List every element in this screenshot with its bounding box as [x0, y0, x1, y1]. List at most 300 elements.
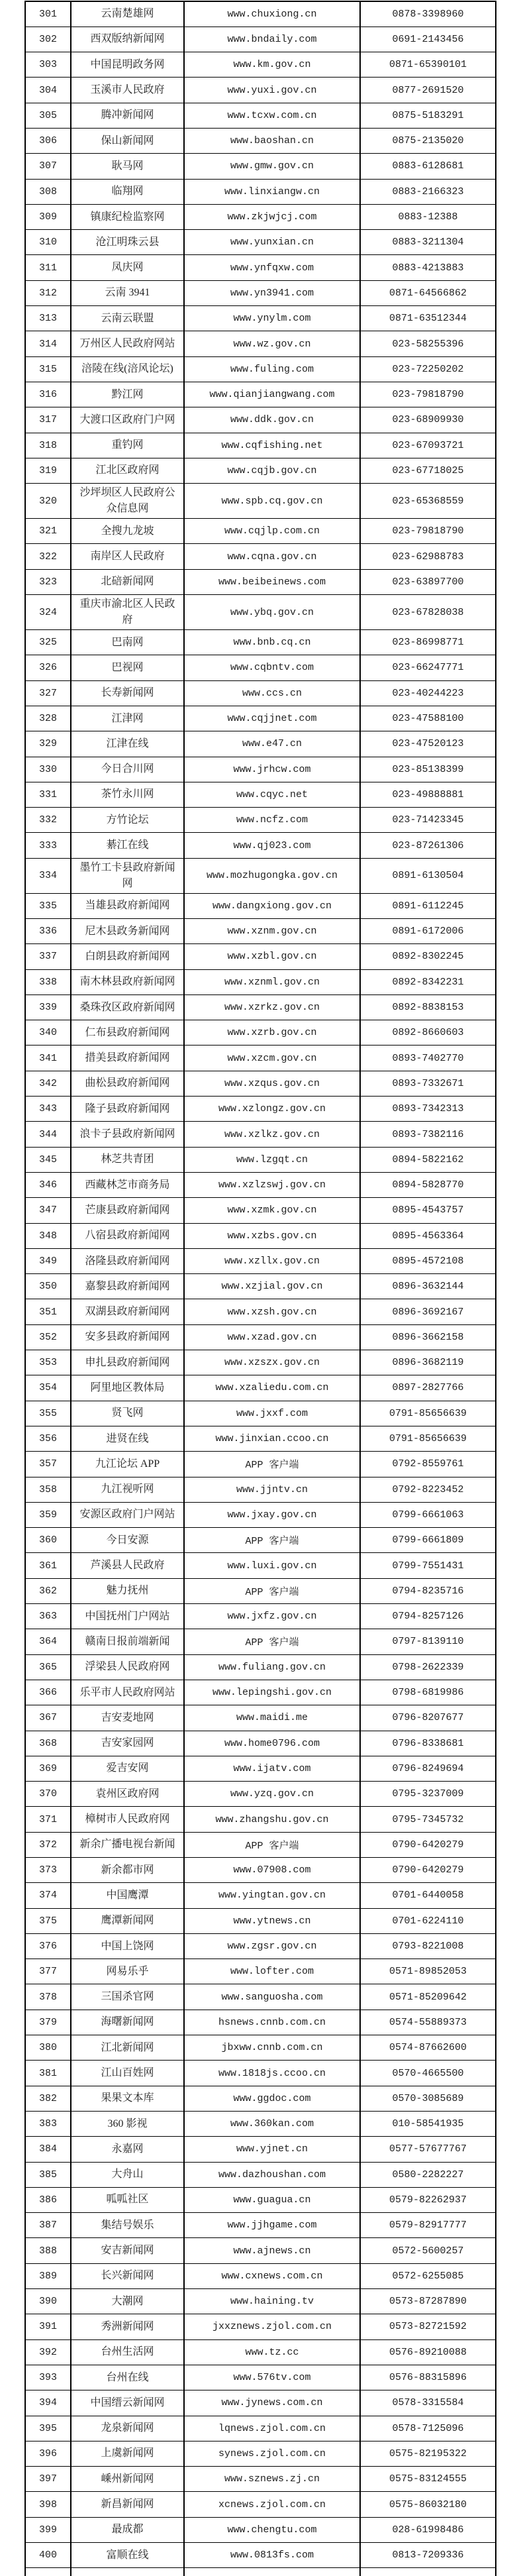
site-url-cell: www.fuling.com — [184, 356, 360, 382]
site-name-cell: 江津在线 — [71, 731, 184, 757]
row-index-cell: 310 — [25, 230, 71, 255]
phone-cell: 0575-82195322 — [360, 2441, 496, 2466]
table-row — [25, 544, 496, 569]
site-url-cell: www.maidi.me — [184, 1705, 360, 1731]
table-row — [25, 1654, 496, 1680]
site-url-cell: www.yingtan.gov.cn — [184, 1883, 360, 1908]
site-name-cell: 呱呱社区 — [71, 2187, 184, 2212]
phone-cell: 0579-82262937 — [360, 2187, 496, 2212]
site-url-cell: www.0813fs.com — [184, 2543, 360, 2568]
phone-cell: 0573-87287890 — [360, 2289, 496, 2314]
table-row — [25, 1274, 496, 1299]
table-row — [25, 1223, 496, 1248]
row-index-cell: 368 — [25, 1731, 71, 1756]
phone-cell: 023-85138399 — [360, 757, 496, 782]
site-name-cell: 龙泉新闻网 — [71, 2416, 184, 2441]
site-name-cell: 中国鹰潭 — [71, 1883, 184, 1908]
table-row — [25, 2543, 496, 2568]
site-url-cell: www.chengtu.com — [184, 2517, 360, 2542]
phone-cell: 023-58255396 — [360, 331, 496, 356]
site-url-cell: www.xzbl.gov.cn — [184, 944, 360, 969]
phone-cell: 023-62988783 — [360, 544, 496, 569]
table-row — [25, 1046, 496, 1071]
site-url-cell: www.gmw.gov.cn — [184, 154, 360, 179]
site-name-cell: 巴南网 — [71, 630, 184, 655]
table-row — [25, 1147, 496, 1172]
site-url-cell: www.yn3941.com — [184, 280, 360, 305]
site-url-cell: www.xzrb.gov.cn — [184, 1020, 360, 1046]
site-url-cell: APP 客户端 — [184, 1832, 360, 1857]
table-row — [25, 230, 496, 255]
site-url-cell: www.yjnet.cn — [184, 2137, 360, 2162]
site-name-cell: 长兴新闻网 — [71, 2263, 184, 2288]
table-row — [25, 2517, 496, 2542]
row-index-cell: 391 — [25, 2314, 71, 2339]
site-name-cell: 北碚新闻网 — [71, 569, 184, 594]
site-url-cell: www.xzllx.gov.cn — [184, 1248, 360, 1273]
row-index-cell: 328 — [25, 706, 71, 731]
row-index-cell: 337 — [25, 944, 71, 969]
site-url-cell: www.tcxw.com.cn — [184, 103, 360, 128]
table-row — [25, 1401, 496, 1426]
site-url-cell: www.yuxi.gov.cn — [184, 78, 360, 103]
site-url-cell: www.baoshan.cn — [184, 128, 360, 153]
phone-cell: 0892-8302245 — [360, 944, 496, 969]
row-index-cell: 357 — [25, 1452, 71, 1477]
site-url-cell: www.cqbntv.com — [184, 655, 360, 680]
table-row — [25, 103, 496, 128]
site-name-cell: 浮梁县人民政府网 — [71, 1654, 184, 1680]
site-url-cell: www.qianjiangwang.com — [184, 382, 360, 407]
row-index-cell: 335 — [25, 893, 71, 918]
site-url-cell: www.xzlongz.gov.cn — [184, 1097, 360, 1122]
row-index-cell: 363 — [25, 1604, 71, 1629]
table-row — [25, 833, 496, 858]
site-url-cell: www.spb.cq.gov.cn — [184, 484, 360, 519]
site-url-cell: www.jjntv.cn — [184, 1477, 360, 1502]
site-name-cell: 万州区人民政府网站 — [71, 331, 184, 356]
table-row — [25, 2010, 496, 2035]
site-url-cell: www.cqyc.net — [184, 782, 360, 807]
phone-cell: 0793-8221008 — [360, 1933, 496, 1959]
row-index-cell: 394 — [25, 2390, 71, 2416]
table-row — [25, 595, 496, 630]
site-name-cell: 新余都市网 — [71, 1857, 184, 1882]
row-index-cell: 312 — [25, 280, 71, 305]
site-url-cell: www.dazhoushan.com — [184, 2162, 360, 2187]
phone-cell: 010-58541935 — [360, 2111, 496, 2136]
phone-cell: 0574-87662600 — [360, 2035, 496, 2061]
table-row — [25, 2086, 496, 2111]
table-row — [25, 630, 496, 655]
row-index-cell: 305 — [25, 103, 71, 128]
table-row — [25, 1984, 496, 2010]
row-index-cell: 380 — [25, 2035, 71, 2061]
row-index-cell: 375 — [25, 1908, 71, 1933]
phone-cell: 0572-5600257 — [360, 2238, 496, 2263]
table-row — [25, 893, 496, 918]
table-row — [25, 2441, 496, 2466]
site-url-cell: www.zkjwjcj.com — [184, 204, 360, 229]
site-url-cell: www.lepingshi.gov.cn — [184, 1680, 360, 1705]
row-index-cell: 366 — [25, 1680, 71, 1705]
phone-cell: 0883-12388 — [360, 204, 496, 229]
site-name-cell: 仁布县政府新闻网 — [71, 1020, 184, 1046]
site-url-cell: www.cxnews.com.cn — [184, 2263, 360, 2288]
table-row — [25, 2187, 496, 2212]
phone-cell: 0896-3692167 — [360, 1299, 496, 1324]
table-row — [25, 2416, 496, 2441]
site-name-cell: 台州在线 — [71, 2365, 184, 2390]
row-index-cell: 325 — [25, 630, 71, 655]
site-name-cell: 贤飞网 — [71, 1401, 184, 1426]
table-row — [25, 280, 496, 305]
phone-cell: 0575-83124555 — [360, 2467, 496, 2492]
phone-cell: 0883-6128681 — [360, 154, 496, 179]
phone-cell: 0570-3085689 — [360, 2086, 496, 2111]
phone-cell: 0792-8559761 — [360, 1452, 496, 1477]
site-name-cell: 安源区政府门户网站 — [71, 1502, 184, 1527]
site-url-cell: APP 客户端 — [184, 1629, 360, 1654]
phone-cell: 023-67093721 — [360, 433, 496, 458]
row-index-cell: 398 — [25, 2492, 71, 2517]
table-row — [25, 1350, 496, 1375]
site-url-cell: www.haining.tv — [184, 2289, 360, 2314]
site-url-cell: www.ytnews.cn — [184, 1908, 360, 1933]
phone-cell: 023-68909930 — [360, 407, 496, 433]
site-name-cell: 当雄县政府新闻网 — [71, 893, 184, 918]
site-url-cell: www.jxay.gov.cn — [184, 1502, 360, 1527]
row-index-cell: 340 — [25, 1020, 71, 1046]
row-index-cell: 342 — [25, 1071, 71, 1096]
phone-cell: 0577-57677767 — [360, 2137, 496, 2162]
phone-cell: 0895-4563364 — [360, 1223, 496, 1248]
site-name-cell: 九江视听网 — [71, 1477, 184, 1502]
site-name-cell: 涪陵在线(涪风论坛) — [71, 356, 184, 382]
phone-cell: 0891-6112245 — [360, 893, 496, 918]
row-index-cell: 344 — [25, 1122, 71, 1147]
site-name-cell: 网易乐乎 — [71, 1959, 184, 1984]
site-url-cell: www.qj023.com — [184, 833, 360, 858]
phone-cell: 0576-89210088 — [360, 2339, 496, 2365]
phone-cell: 0875-5183291 — [360, 103, 496, 128]
phone-cell: 0799-7551431 — [360, 1553, 496, 1578]
site-name-cell: 沙坪坝区人民政府公众信息网 — [71, 484, 184, 519]
site-url-cell: www.km.gov.cn — [184, 52, 360, 78]
site-name-cell: 中国上饶网 — [71, 1933, 184, 1959]
table-row — [25, 356, 496, 382]
site-url-cell: www.jjhgame.com — [184, 2213, 360, 2238]
table-row — [25, 1933, 496, 1959]
site-name-cell: 方竹论坛 — [71, 808, 184, 833]
site-name-cell: 腾冲新闻网 — [71, 103, 184, 128]
phone-cell: 0701-6224110 — [360, 1908, 496, 1933]
table-row — [25, 2162, 496, 2187]
row-index-cell: 397 — [25, 2467, 71, 2492]
site-url-cell: www.zhangshu.gov.cn — [184, 1807, 360, 1832]
row-index-cell: 351 — [25, 1299, 71, 1324]
table-row — [25, 1782, 496, 1807]
clipped-next-row — [25, 2568, 496, 2576]
site-url-cell: jxxznews.zjol.com.cn — [184, 2314, 360, 2339]
row-index-cell: 303 — [25, 52, 71, 78]
site-name-cell: 安多县政府新闻网 — [71, 1324, 184, 1350]
row-index-cell: 355 — [25, 1401, 71, 1426]
site-name-cell: 鹰潭新闻网 — [71, 1908, 184, 1933]
row-index-cell: 321 — [25, 519, 71, 544]
row-index-cell: 374 — [25, 1883, 71, 1908]
site-name-cell: 中国昆明政务网 — [71, 52, 184, 78]
table-row — [25, 1502, 496, 1527]
phone-cell: 0570-4665500 — [360, 2061, 496, 2086]
row-index-cell: 379 — [25, 2010, 71, 2035]
phone-cell: 0796-8207677 — [360, 1705, 496, 1731]
site-name-cell: 长寿新闻网 — [71, 680, 184, 706]
site-name-cell: 云南云联盟 — [71, 306, 184, 331]
table-row — [25, 154, 496, 179]
row-index-cell: 331 — [25, 782, 71, 807]
site-url-cell: www.xzaliedu.com.cn — [184, 1375, 360, 1401]
phone-cell: 0878-3398960 — [360, 1, 496, 27]
site-name-cell: 巴视网 — [71, 655, 184, 680]
site-url-cell: www.xzcm.gov.cn — [184, 1046, 360, 1071]
row-index-cell: 378 — [25, 1984, 71, 2010]
row-index-cell: 334 — [25, 858, 71, 893]
table-row — [25, 1604, 496, 1629]
phone-cell: 0572-6255085 — [360, 2263, 496, 2288]
row-index-cell: 333 — [25, 833, 71, 858]
site-name-cell: 今日合川网 — [71, 757, 184, 782]
site-name-cell: 嘉黎县政府新闻网 — [71, 1274, 184, 1299]
site-name-cell: 魅力抚州 — [71, 1578, 184, 1603]
row-index-cell: 390 — [25, 2289, 71, 2314]
site-url-cell: www.jynews.com.cn — [184, 2390, 360, 2416]
phone-cell: 0892-8342231 — [360, 969, 496, 994]
table-row — [25, 255, 496, 280]
table-row — [25, 1426, 496, 1451]
row-index-cell: 341 — [25, 1046, 71, 1071]
row-index-cell: 389 — [25, 2263, 71, 2288]
site-url-cell: www.ddk.gov.cn — [184, 407, 360, 433]
row-index-cell: 384 — [25, 2137, 71, 2162]
phone-cell: 0883-3211304 — [360, 230, 496, 255]
table-row — [25, 1553, 496, 1578]
table-row — [25, 1832, 496, 1857]
phone-cell: 0580-2282227 — [360, 2162, 496, 2187]
site-url-cell: www.wz.gov.cn — [184, 331, 360, 356]
row-index-cell: 360 — [25, 1528, 71, 1553]
table-row — [25, 2111, 496, 2136]
row-index-cell: 352 — [25, 1324, 71, 1350]
row-index-cell: 316 — [25, 382, 71, 407]
row-index-cell: 338 — [25, 969, 71, 994]
table-row — [25, 179, 496, 204]
phone-cell: 0575-86032180 — [360, 2492, 496, 2517]
site-name-cell: 茶竹永川网 — [71, 782, 184, 807]
site-name-cell: 嵊州新闻网 — [71, 2467, 184, 2492]
row-index-cell: 315 — [25, 356, 71, 382]
row-index-cell: 358 — [25, 1477, 71, 1502]
row-index-cell: 324 — [25, 595, 71, 630]
site-name-cell: 集结号娱乐 — [71, 2213, 184, 2238]
table-row — [25, 1172, 496, 1197]
site-name-cell: 云南 3941 — [71, 280, 184, 305]
phone-cell: 0798-2622339 — [360, 1654, 496, 1680]
phone-cell: 0891-6130504 — [360, 858, 496, 893]
table-row — [25, 969, 496, 994]
site-url-cell: xcnews.zjol.com.cn — [184, 2492, 360, 2517]
phone-cell: 023-87261306 — [360, 833, 496, 858]
row-index-cell: 302 — [25, 27, 71, 52]
table-row — [25, 655, 496, 680]
row-index-cell: 367 — [25, 1705, 71, 1731]
site-name-cell: 玉溪市人民政府 — [71, 78, 184, 103]
site-url-cell: www.cqfishing.net — [184, 433, 360, 458]
phone-cell: 0883-4213883 — [360, 255, 496, 280]
site-url-cell: www.beibeinews.com — [184, 569, 360, 594]
site-url-cell: www.xzlzswj.gov.cn — [184, 1172, 360, 1197]
site-name-cell: 最成都 — [71, 2517, 184, 2542]
site-name-cell: 凤庆网 — [71, 255, 184, 280]
row-index-cell: 304 — [25, 78, 71, 103]
site-name-cell: 江山百姓网 — [71, 2061, 184, 2086]
site-name-cell: 中国缙云新闻网 — [71, 2390, 184, 2416]
table-row — [25, 1908, 496, 1933]
phone-cell: 0895-4543757 — [360, 1198, 496, 1223]
site-url-cell: www.cqna.gov.cn — [184, 544, 360, 569]
site-name-cell: 保山新闻网 — [71, 128, 184, 153]
site-name-cell: 林芝共青团 — [71, 1147, 184, 1172]
phone-cell: 0790-6420279 — [360, 1832, 496, 1857]
row-index-cell: 376 — [25, 1933, 71, 1959]
row-index-cell: 347 — [25, 1198, 71, 1223]
site-name-cell: 芒康县政府新闻网 — [71, 1198, 184, 1223]
phone-cell: 0574-55889373 — [360, 2010, 496, 2035]
phone-cell: 0891-6172006 — [360, 919, 496, 944]
row-index-cell: 381 — [25, 2061, 71, 2086]
table-row — [25, 331, 496, 356]
site-url-cell: www.e47.cn — [184, 731, 360, 757]
table-row — [25, 2467, 496, 2492]
site-name-cell: 今日安源 — [71, 1528, 184, 1553]
table-row — [25, 52, 496, 78]
site-name-cell: 乐平市人民政府网站 — [71, 1680, 184, 1705]
row-index-cell: 317 — [25, 407, 71, 433]
site-name-cell: 爱吉安网 — [71, 1756, 184, 1781]
phone-cell: 0576-88315896 — [360, 2365, 496, 2390]
phone-cell: 0892-8660603 — [360, 1020, 496, 1046]
phone-cell: 023-72250202 — [360, 356, 496, 382]
phone-cell: 0813-7209336 — [360, 2543, 496, 2568]
site-name-cell: 九江论坛 APP — [71, 1452, 184, 1477]
site-name-cell: 白朗县政府新闻网 — [71, 944, 184, 969]
phone-cell: 023-66247771 — [360, 655, 496, 680]
table-row — [25, 306, 496, 331]
table-row — [25, 2492, 496, 2517]
site-name-cell: 曲松县政府新闻网 — [71, 1071, 184, 1096]
row-index-cell: 309 — [25, 204, 71, 229]
site-url-cell: APP 客户端 — [184, 1528, 360, 1553]
phone-cell: 0892-8838153 — [360, 994, 496, 1020]
row-index-cell: 308 — [25, 179, 71, 204]
row-index-cell: 327 — [25, 680, 71, 706]
table-row — [25, 2390, 496, 2416]
site-url-cell: www.xzlkz.gov.cn — [184, 1122, 360, 1147]
site-url-cell: www.bndaily.com — [184, 27, 360, 52]
site-name-cell: 黔江网 — [71, 382, 184, 407]
site-name-cell: 江北新闻网 — [71, 2035, 184, 2061]
table-row — [25, 1807, 496, 1832]
phone-cell: 023-79818790 — [360, 382, 496, 407]
site-url-cell: www.lofter.com — [184, 1959, 360, 1984]
row-index-cell: 349 — [25, 1248, 71, 1273]
site-url-cell: www.xzrkz.gov.cn — [184, 994, 360, 1020]
phone-cell: 023-49888881 — [360, 782, 496, 807]
table-row — [25, 1883, 496, 1908]
site-name-cell: 墨竹工卡县政府新闻网 — [71, 858, 184, 893]
phone-cell: 0893-7342313 — [360, 1097, 496, 1122]
phone-cell: 028-61998486 — [360, 2517, 496, 2542]
phone-cell: 023-47588100 — [360, 706, 496, 731]
table-row — [25, 78, 496, 103]
phone-cell: 0894-5828770 — [360, 1172, 496, 1197]
row-index-cell: 301 — [25, 1, 71, 27]
row-index-cell: 320 — [25, 484, 71, 519]
site-name-cell: 中国抚州门户网站 — [71, 1604, 184, 1629]
phone-cell: 0796-8249694 — [360, 1756, 496, 1781]
site-url-cell: www.ynfqxw.com — [184, 255, 360, 280]
table-row — [25, 2238, 496, 2263]
phone-cell: 0871-65390101 — [360, 52, 496, 78]
site-name-cell: 耿马网 — [71, 154, 184, 179]
phone-cell: 0571-89852053 — [360, 1959, 496, 1984]
site-name-cell: 西藏林芝市商务局 — [71, 1172, 184, 1197]
site-url-cell: www.ajnews.cn — [184, 2238, 360, 2263]
row-index-cell: 395 — [25, 2416, 71, 2441]
site-name-cell: 沧江明珠云县 — [71, 230, 184, 255]
site-url-cell: www.tz.cc — [184, 2339, 360, 2365]
site-name-cell: 袁州区政府网 — [71, 1782, 184, 1807]
table-row — [25, 1, 496, 27]
site-name-cell: 果果文本库 — [71, 2086, 184, 2111]
phone-cell: 023-47520123 — [360, 731, 496, 757]
phone-cell: 0795-7345732 — [360, 1807, 496, 1832]
row-index-cell: 350 — [25, 1274, 71, 1299]
phone-cell: 0799-6661063 — [360, 1502, 496, 1527]
row-index-cell: 359 — [25, 1502, 71, 1527]
table-row — [25, 1477, 496, 1502]
site-url-cell: jbxww.cnnb.com.cn — [184, 2035, 360, 2061]
site-url-cell: www.ccs.cn — [184, 680, 360, 706]
site-name-cell: 江北区政府网 — [71, 458, 184, 483]
table-row — [25, 944, 496, 969]
phone-cell: 0871-63512344 — [360, 306, 496, 331]
site-url-cell: www.xzjial.gov.cn — [184, 1274, 360, 1299]
phone-cell: 0893-7402770 — [360, 1046, 496, 1071]
site-url-cell: www.yunxian.cn — [184, 230, 360, 255]
phone-cell: 023-67828038 — [360, 595, 496, 630]
table-row — [25, 858, 496, 893]
row-index-cell: 400 — [25, 2543, 71, 2568]
site-url-cell: www.576tv.com — [184, 2365, 360, 2390]
table-row — [25, 2365, 496, 2390]
phone-cell: 0573-82721592 — [360, 2314, 496, 2339]
row-index-cell: 373 — [25, 1857, 71, 1882]
table-row — [25, 407, 496, 433]
phone-cell: 0895-4572108 — [360, 1248, 496, 1273]
row-index-cell: 356 — [25, 1426, 71, 1451]
site-name-cell: 上虞新闻网 — [71, 2441, 184, 2466]
